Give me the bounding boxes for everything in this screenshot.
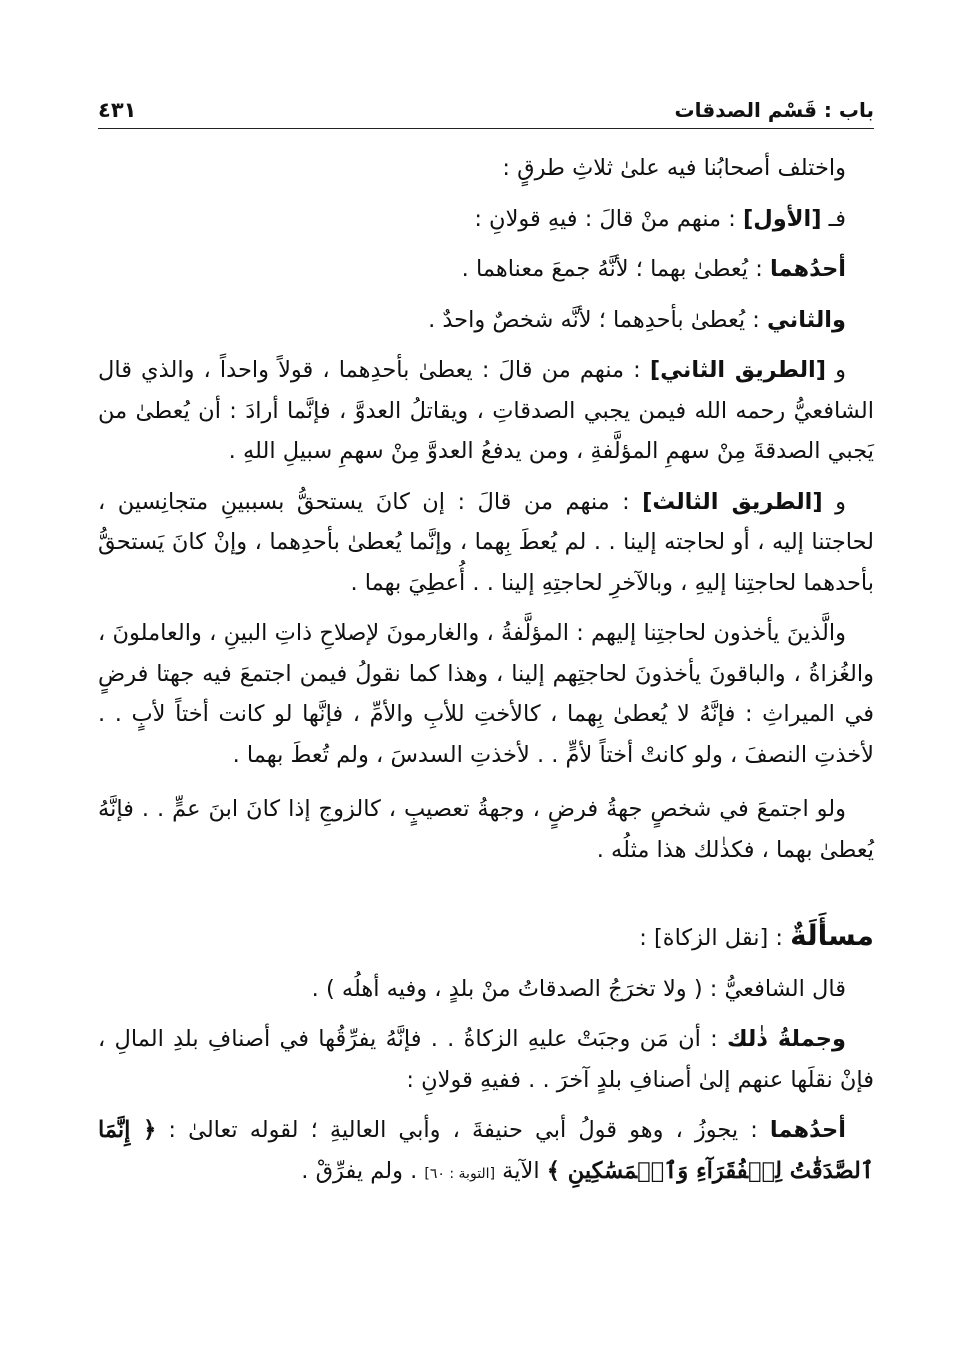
paragraph: [98, 1019, 874, 1100]
paragraph-text: : يجوزُ ، وهو قولُ أبي حنيفةَ ، وأبي العاليةِ ؛ لقوله تعالىٰ :: [156, 1117, 770, 1143]
term-label: أحدُهما: [769, 256, 846, 282]
paragraph: [98, 613, 874, 775]
term-label: أحدُهما: [769, 1117, 846, 1143]
term-label: وجملةُ ذٰلك: [726, 1026, 846, 1052]
paragraph-text: : منهم من قالَ : يعطىٰ بأحدِهما ، قولاً واحداً ، والذي قال الشافعيُّ رحمه الله فيمن يجبي الصدقاتِ ، ويقاتلُ العدوَّ ، فإنَّما أرادَ : أن يُعطىٰ من يَجبي الصدقةَ مِنْ سهمِ المؤلَّفةِ ، ومن يدفعُ العدوَّ مِنْ سهمِ سبيلِ اللهِ .: [98, 357, 874, 464]
paragraph: [98, 482, 874, 604]
page-number: ٤٣١: [98, 98, 137, 122]
paragraph: [98, 300, 874, 341]
paragraph-text: و: [826, 357, 846, 383]
paragraph-text: . ولم يفرِّقْ .: [301, 1157, 425, 1184]
masala-subtitle: : [نقل الزكاة] :: [639, 925, 791, 951]
chapter-title: باب : قَسْم الصدقات: [674, 98, 874, 122]
masala-title: مسأَلَةٌ: [790, 919, 874, 952]
quran-verse: ﴿ إِنَّمَا ٱلصَّدَقَٰتُ لِلۡفُقَرَآءِ وَٱلۡمَسَٰكِينِ ﴾: [98, 1117, 874, 1184]
paragraph: [98, 249, 874, 290]
paragraph-text: : منهم من قالَ : إن كانَ يستحقُّ بسببينِ متجانِسين ، لحاجتنا إليه ، أو لحاجته إلينا . . لم يُعطَ بِهما ، وإنَّما يُعطىٰ بأحدِهما ، وإنْ كانَ يَستحقُّ بأحدهما لحاجتِنا إليهِ ، وبالآخرِ لحاجتِهِ إلينا . . أُعطِيَ بهما .: [98, 488, 874, 596]
paragraph-text: : أن مَن وجبَتْ عليهِ الزكاةُ . . فإنَّهُ يفرِّقُها في أصنافِ بلدِ المالِ ، فإنْ نقلَها عنهم إلىٰ أصنافِ بلدٍ آخرَ . . ففيهِ قولانِ :: [98, 1026, 874, 1093]
paragraph-text: : يُعطىٰ بأحدِهما ؛ لأنَّه شخصٌ واحدٌ .: [428, 306, 767, 333]
paragraph: [98, 148, 874, 189]
paragraph: [98, 1110, 874, 1194]
paragraph-text: واختلف أصحابُنا فيه علىٰ ثلاثِ طرقٍ :: [502, 155, 846, 181]
page-header: [98, 86, 874, 129]
paragraph: [98, 199, 874, 240]
paragraph: [98, 350, 874, 472]
book-page: [98, 70, 874, 1350]
paragraph-text: والَّذينَ يأخذون لحاجتِنا إليهم : المؤلَّفةُ ، والغارمونَ لإصلاحِ ذاتِ البينِ ، والعاملونَ ، والغُزاةُ ، والباقونَ يأخذونَ لحاجتِهم إلينا ، وهذا كما نقولُ فيمن اجتمعَ فيه جهتا فرضٍ في الميراثِ : فإنَّهُ لا يُعطىٰ بِهما ، كالأختِ للأبِ والأمِّ ، فإنَّها لو كانت أختاً لأبٍ . . لأخذتِ النصفَ ، ولو كانتْ أختاً لأمٍّ . . لأخذتِ السدسَ ، ولم تُعطَ بهما .: [98, 620, 874, 768]
paragraph-text: قال الشافعيُّ : ( ولا تخرَجُ الصدقاتُ منْ بلدٍ ، وفيه أهلُه ) .: [311, 975, 846, 1002]
masala-heading: [98, 916, 874, 959]
paragraph: [98, 969, 874, 1010]
paragraph-text: فـ: [821, 205, 846, 232]
verse-reference: [التوبة : ٦٠]: [424, 1165, 496, 1182]
paragraph-text: : يُعطىٰ بهما ؛ لأنَّهُ جمعَ معناهما .: [461, 256, 770, 282]
term-label: والثاني: [767, 306, 846, 333]
section-label: [الطريق الثالث]: [642, 488, 823, 515]
paragraph: [98, 789, 874, 870]
section-label: [الأول]: [742, 205, 822, 232]
page-body: [98, 148, 874, 1194]
section-label: [الطريق الثاني]: [649, 357, 827, 383]
paragraph-text: و: [822, 488, 846, 515]
paragraph-text: الآية: [495, 1157, 547, 1184]
paragraph-text: : منهم منْ قالَ : فيهِ قولانِ :: [474, 205, 743, 232]
paragraph-text: ولو اجتمعَ في شخصٍ جهةُ فرضٍ ، وجهةُ تعصيبٍ ، كالزوجِ إذا كانَ ابنَ عمٍّ . . فإنَّهُ يُعطىٰ بهما ، فكذٰلك هذا مثلُه .: [98, 796, 874, 863]
